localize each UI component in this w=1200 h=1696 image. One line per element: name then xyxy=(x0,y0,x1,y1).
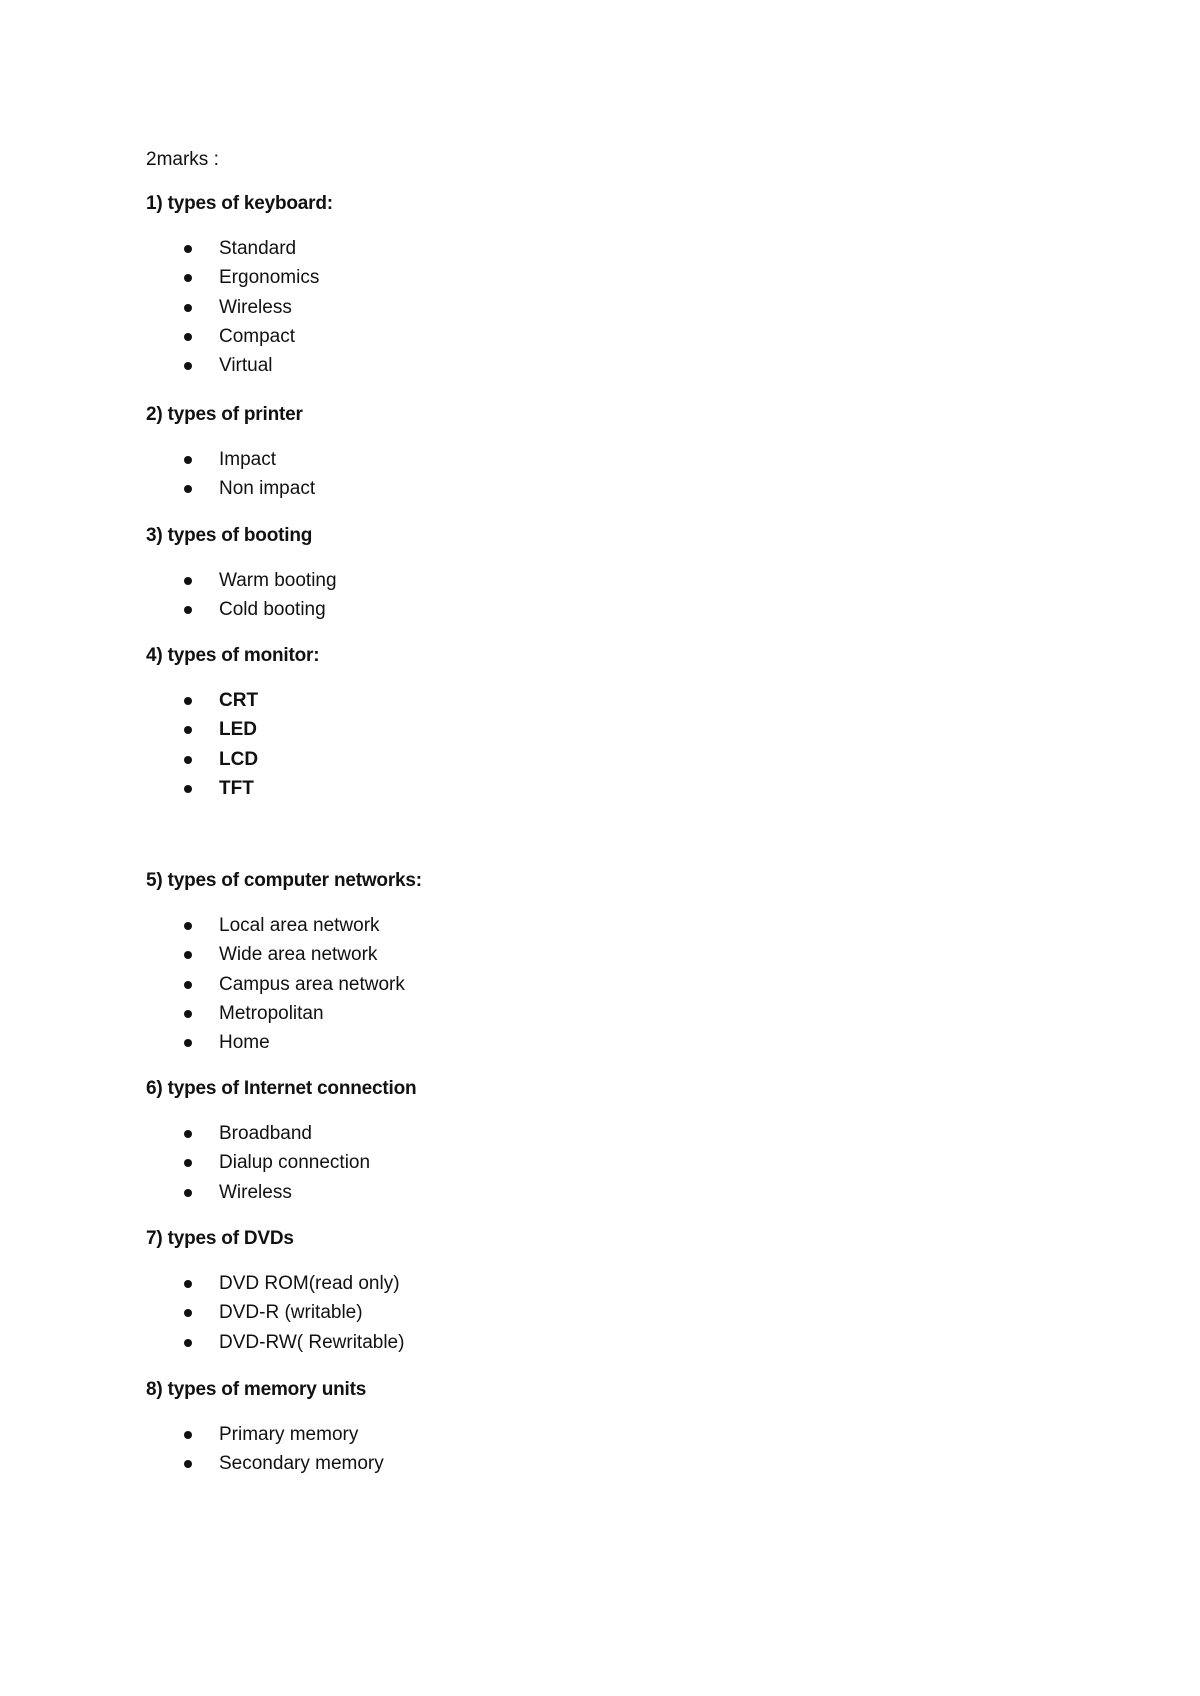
list-item-text: Ergonomics xyxy=(219,267,320,289)
list-item xyxy=(146,1001,846,1030)
bullet-list xyxy=(146,1422,846,1481)
list-item xyxy=(146,265,846,294)
list-item xyxy=(146,1030,846,1059)
intro-text: 2marks : xyxy=(146,149,219,170)
list-item-text: Impact xyxy=(219,449,277,470)
bullet-icon xyxy=(184,1130,192,1138)
list-item-text: LED xyxy=(219,719,257,741)
bullet-list xyxy=(146,913,846,1059)
list-item xyxy=(146,1330,846,1359)
bullet-list xyxy=(146,447,846,506)
section-monitor xyxy=(146,643,846,805)
bullet-icon xyxy=(184,1010,192,1018)
section-heading: 4) types of monitor: xyxy=(146,645,320,666)
section-computer-networks xyxy=(146,868,846,1059)
section-heading: 6) types of Internet connection xyxy=(146,1078,417,1099)
list-item xyxy=(146,1451,846,1480)
bullet-icon xyxy=(184,756,192,764)
bullet-icon xyxy=(184,922,192,930)
bullet-icon xyxy=(184,1460,192,1468)
list-item-text: Wireless xyxy=(219,296,292,318)
bullet-icon xyxy=(184,1189,192,1197)
list-item-text: Wireless xyxy=(219,1181,292,1203)
bullet-list xyxy=(146,1121,846,1209)
bullet-icon xyxy=(184,1431,192,1439)
section-heading: 3) types of booting xyxy=(146,525,313,546)
section-internet-connection xyxy=(146,1076,846,1209)
bullet-icon xyxy=(184,333,192,341)
list-item-text: CRT xyxy=(219,690,259,711)
section-heading: 7) types of DVDs xyxy=(146,1228,294,1249)
list-item-text: Broadband xyxy=(219,1123,312,1144)
bullet-icon xyxy=(184,1159,192,1167)
list-item xyxy=(146,353,846,382)
list-item xyxy=(146,295,846,324)
bullet-icon xyxy=(184,1039,192,1047)
list-item-text: Dialup connection xyxy=(219,1152,371,1174)
list-item-text: Virtual xyxy=(219,355,273,377)
list-item xyxy=(146,1271,846,1300)
bullet-icon xyxy=(184,485,192,493)
list-item xyxy=(146,1180,846,1209)
bullet-icon xyxy=(184,1339,192,1347)
list-item xyxy=(146,568,846,597)
bullet-icon xyxy=(184,726,192,734)
bullet-list xyxy=(146,236,846,382)
section-keyboard xyxy=(146,191,846,382)
list-item-text: DVD ROM(read only) xyxy=(219,1273,400,1294)
list-item xyxy=(146,236,846,265)
list-item-text: Campus area network xyxy=(219,973,405,995)
list-item-text: Wide area network xyxy=(219,944,378,966)
bullet-icon xyxy=(184,274,192,282)
section-booting xyxy=(146,523,846,627)
list-item xyxy=(146,942,846,971)
bullet-icon xyxy=(184,606,192,614)
list-item-text: Cold booting xyxy=(219,599,326,621)
list-item-text: Home xyxy=(219,1032,270,1054)
bullet-icon xyxy=(184,577,192,585)
bullet-icon xyxy=(184,951,192,959)
bullet-icon xyxy=(184,304,192,312)
list-item xyxy=(146,972,846,1001)
list-item-text: Compact xyxy=(219,325,296,347)
list-item-text: TFT xyxy=(219,777,254,799)
bullet-icon xyxy=(184,785,192,793)
list-item xyxy=(146,913,846,942)
section-memory-units xyxy=(146,1377,846,1481)
list-item-text: DVD-RW( Rewritable) xyxy=(219,1331,405,1353)
bullet-icon xyxy=(184,362,192,370)
list-item xyxy=(146,688,846,717)
list-item xyxy=(146,1300,846,1329)
bullet-icon xyxy=(184,697,192,705)
list-item xyxy=(146,1422,846,1451)
list-item xyxy=(146,717,846,746)
bullet-icon xyxy=(184,456,192,464)
bullet-icon xyxy=(184,1280,192,1288)
bullet-list xyxy=(146,688,846,805)
section-heading: 2) types of printer xyxy=(146,404,303,425)
list-item-text: Secondary memory xyxy=(219,1453,384,1475)
bullet-icon xyxy=(184,245,192,253)
list-item-text: Local area network xyxy=(219,915,380,936)
list-item xyxy=(146,747,846,776)
list-item xyxy=(146,1121,846,1150)
list-item xyxy=(146,447,846,476)
section-printer xyxy=(146,402,846,506)
section-heading: 1) types of keyboard: xyxy=(146,193,333,214)
list-item-text: LCD xyxy=(219,748,259,770)
bullet-list xyxy=(146,1271,846,1359)
section-dvds xyxy=(146,1226,846,1359)
list-item-text: Primary memory xyxy=(219,1424,359,1445)
list-item xyxy=(146,476,846,505)
list-item-text: Warm booting xyxy=(219,570,337,591)
list-item-text: DVD-R (writable) xyxy=(219,1302,363,1324)
bullet-list xyxy=(146,568,846,627)
bullet-icon xyxy=(184,981,192,989)
list-item xyxy=(146,597,846,626)
section-heading: 5) types of computer networks: xyxy=(146,870,422,891)
list-item-text: Non impact xyxy=(219,478,316,500)
list-item-text: Standard xyxy=(219,238,297,259)
list-item xyxy=(146,1150,846,1179)
list-item xyxy=(146,324,846,353)
list-item-text: Metropolitan xyxy=(219,1002,324,1024)
bullet-icon xyxy=(184,1309,192,1317)
list-item xyxy=(146,776,846,805)
section-heading: 8) types of memory units xyxy=(146,1379,367,1400)
